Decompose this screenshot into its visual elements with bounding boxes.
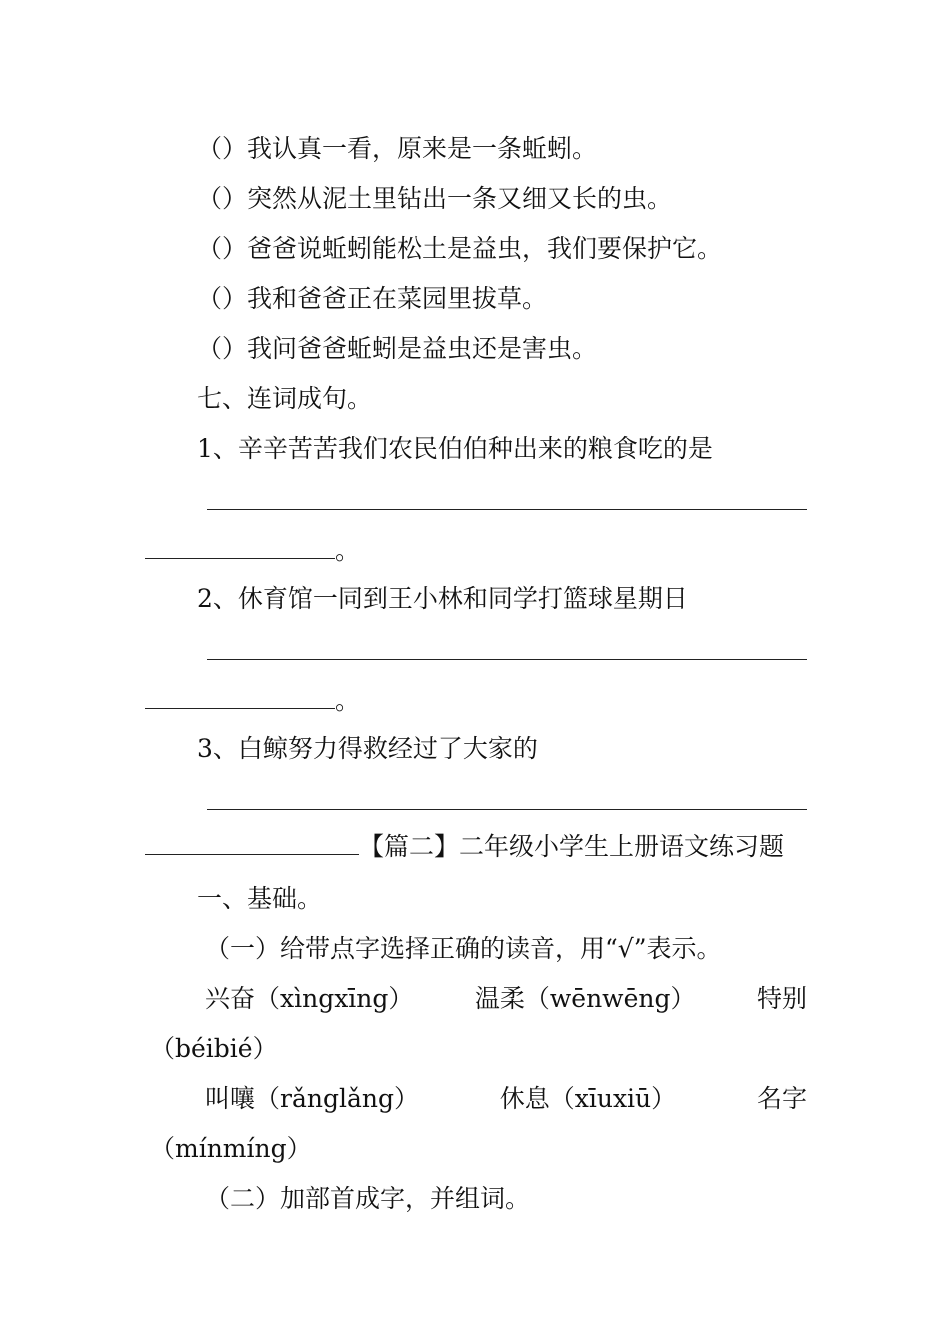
pinyin-item-cont: （béibié） (150, 1034, 278, 1063)
part2-heading: 【篇二】二年级小学生上册语文练习题 (359, 832, 785, 861)
answer-blank (145, 832, 359, 855)
sentence-prompt: 3、白鲸努力得救经过了大家的 (197, 734, 538, 763)
answer-blank (145, 536, 335, 559)
answer-blank (145, 686, 335, 709)
subsection-title: （二）加部首成字，并组词。 (205, 1184, 531, 1213)
pinyin-item-cont: （mínmíng） (150, 1134, 312, 1163)
answer-line-end (145, 832, 784, 862)
answer-line-end (145, 686, 360, 716)
section-title: 七、连词成句。 (197, 384, 373, 413)
pinyin-item: 温柔（wēnwēng） (474, 984, 696, 1013)
pinyin-item: 特别 (756, 984, 807, 1013)
answer-line-end (145, 536, 360, 566)
period: 。 (335, 536, 361, 565)
pinyin-row (205, 984, 807, 1014)
pinyin-item: 名字 (756, 1084, 807, 1113)
section-title: 一、基础。 (197, 884, 323, 913)
pinyin-item: 休息（xīuxiū） (499, 1084, 677, 1113)
order-item: （）突然从泥土里钻出一条又细又长的虫。 (197, 184, 673, 213)
sentence-prompt: 1、辛辛苦苦我们农民伯伯种出来的粮食吃的是 (197, 434, 713, 463)
answer-line (207, 509, 807, 510)
pinyin-item: 兴奋（xìngxīng） (205, 984, 414, 1013)
answer-line (207, 809, 807, 810)
period: 。 (335, 686, 361, 715)
order-item: （）爸爸说蚯蚓能松土是益虫，我们要保护它。 (197, 234, 723, 263)
order-item: （）我认真一看，原来是一条蚯蚓。 (197, 134, 598, 163)
order-item: （）我问爸爸蚯蚓是益虫还是害虫。 (197, 334, 598, 363)
subsection-title: （一）给带点字选择正确的读音，用“√”表示。 (205, 934, 722, 963)
order-item: （）我和爸爸正在菜园里拔草。 (197, 284, 548, 313)
sentence-prompt: 2、休育馆一同到王小林和同学打篮球星期日 (197, 584, 688, 613)
answer-line (207, 659, 807, 660)
pinyin-row (205, 1084, 807, 1114)
pinyin-item: 叫嚷（rǎnglǎng） (205, 1084, 419, 1113)
